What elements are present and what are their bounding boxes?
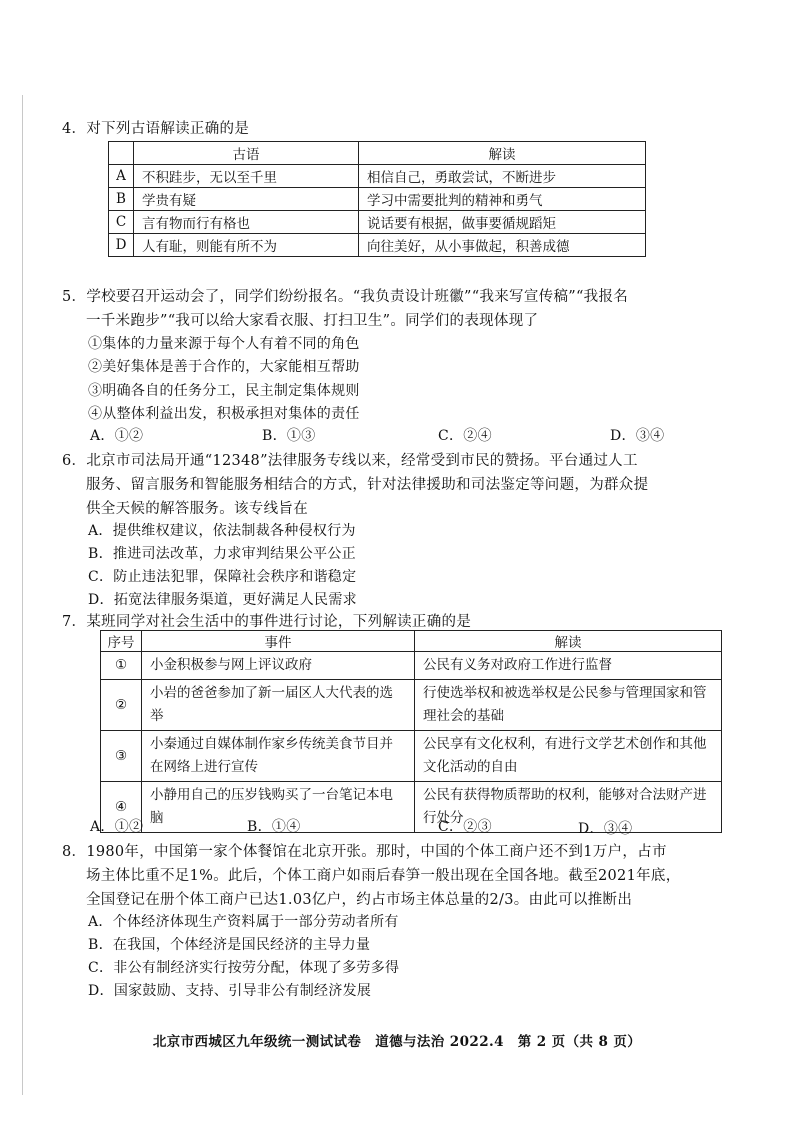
q5-item-4: ④从整体利益出发，积极承担对集体的责任	[88, 406, 360, 422]
q4-stem: 4．对下列古语解读正确的是	[62, 121, 250, 137]
q5-stem-line-2: 一千米跑步”“我可以给大家看衣服、打扫卫生”。同学们的表现体现了	[86, 313, 539, 329]
q5-option-a: A．①②	[90, 428, 144, 444]
q7-option-b: B．①④	[247, 819, 301, 835]
header-number: 序号	[101, 631, 142, 652]
q5-item-3: ③明确各自的任务分工，民主制定集体规则	[88, 383, 360, 399]
q8-stem-line-1: 8．1980年，中国第一家个体餐馆在北京开张。那时，中国的个体工商户还不到1万户，占市	[62, 844, 667, 860]
q6-option-a: A．提供维权建议，依法制裁各种侵权行为	[88, 523, 356, 539]
q6-option-d: D．拓宽法律服务渠道，更好满足人民需求	[88, 592, 357, 608]
table-header-row	[101, 631, 722, 652]
table-row: D 人有耻，则能有所不为 向往美好，从小事做起，积善成德	[109, 234, 646, 257]
header-event: 事件	[142, 631, 415, 652]
q5-item-2: ②美好集体是善于合作的，大家能相互帮助	[88, 359, 360, 375]
header-saying: 古语	[134, 142, 359, 165]
binding-edge-line	[22, 95, 23, 1095]
q7-table	[100, 630, 722, 833]
q5-item-1: ①集体的力量来源于每个人有着不同的角色	[88, 336, 360, 352]
q7-option-c: C．②③	[438, 819, 492, 835]
q5-option-d: D．③④	[610, 428, 665, 444]
header-interpretation: 解读	[359, 142, 646, 165]
table-row: B 学贵有疑 学习中需要批判的精神和勇气	[109, 188, 646, 211]
q8-option-a: A．个体经济体现生产资料属于一部分劳动者所有	[88, 914, 399, 930]
table-header-row	[109, 142, 646, 165]
q6-stem-line-1: 6．北京市司法局开通“12348”法律服务专线以来，经常受到市民的赞扬。平台通过人工	[62, 453, 638, 469]
q6-option-b: B．推进司法改革，力求审判结果公平公正	[88, 546, 356, 562]
table-row: C 言有物而行有格也 说话要有根据，做事要循规蹈矩	[109, 211, 646, 234]
q8-stem-line-2: 场主体比重不足1%。此后，个体工商户如雨后春笋一般出现在全国各地。截至2021年底，	[86, 868, 681, 884]
q8-option-d: D．国家鼓励、支持、引导非公有制经济发展	[88, 983, 372, 999]
table-row: ③ 小秦通过自媒体制作家乡传统美食节目并在网络上进行宣传 公民享有文化权利，有进行文学艺术创作和其他文化活动的自由	[101, 731, 722, 782]
q5-option-b: B．①③	[262, 428, 316, 444]
q7-option-a: A．①②	[90, 819, 144, 835]
q6-stem-line-3: 供全天候的解答服务。该专线旨在	[86, 501, 308, 517]
q8-option-b: B．在我国，个体经济是国民经济的主导力量	[88, 937, 371, 953]
q5-stem-line-1: 5．学校要召开运动会了，同学们纷纷报名。“我负责设计班徽”“我来写宣传稿”“我报名	[62, 289, 629, 305]
q5-option-c: C．②④	[438, 428, 492, 444]
q7-stem: 7．某班同学对社会生活中的事件进行讨论，下列解读正确的是	[62, 614, 472, 630]
q7-option-d: D．③④	[578, 821, 633, 837]
table-row: ② 小岩的爸爸参加了新一届区人大代表的选举 行使选举权和被选举权是公民参与管理国家和管理社会的基础	[101, 680, 722, 731]
q8-option-c: C．非公有制经济实行按劳分配，体现了多劳多得	[88, 960, 400, 976]
page-footer: 北京市西城区九年级统一测试试卷 道德与法治 2022.4 第 2 页（共 8 页）	[152, 1034, 642, 1050]
q4-table	[108, 141, 646, 257]
header-interpretation: 解读	[415, 631, 722, 652]
q6-option-c: C．防止违法犯罪，保障社会秩序和谐稳定	[88, 569, 357, 585]
table-row: ① 小金积极参与网上评议政府 公民有义务对政府工作进行监督	[101, 652, 722, 680]
q8-stem-line-3: 全国登记在册个体工商户已达1.03亿户，约占市场主体总量的2/3。由此可以推断出	[86, 892, 633, 908]
q6-stem-line-2: 服务、留言服务和智能服务相结合的方式，针对法律援助和司法鉴定等问题，为群众提	[86, 477, 649, 493]
table-row: A 不积跬步，无以至千里 相信自己，勇敢尝试，不断进步	[109, 165, 646, 188]
table-row: ④ 小静用自己的压岁钱购买了一台笔记本电脑 公民有获得物质帮助的权利，能够对合法财产进行处分	[101, 782, 722, 833]
